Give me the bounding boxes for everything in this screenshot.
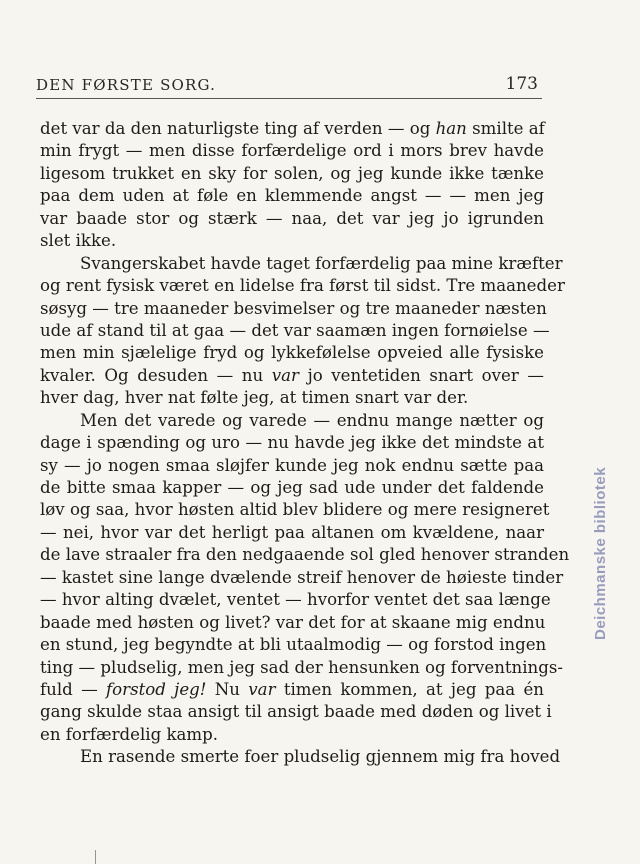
text-line: paa dem uden at føle en klemmende angst — — men jeg	[40, 186, 544, 206]
text-line: — kastet sine lange dvælende streif henover de høieste tinder	[40, 567, 564, 587]
text-line: løv og saa, hvor høsten altid blev blidere og mere resigneret	[40, 500, 550, 520]
body-text	[40, 118, 570, 769]
text-line: — hvor alting dvælet, ventet — hvorfor ventet det saa længe	[40, 590, 551, 610]
text-line: de lave straaler fra den nedgaaende sol gled henover stranden	[40, 545, 570, 565]
text-line: min frygt — men disse forfærdelige ord i mors brev havde	[40, 141, 544, 161]
text-line: en forfærdelig kamp.	[40, 724, 219, 744]
text-line: dage i spænding og uro — nu havde jeg ikke det mindste at	[40, 433, 544, 453]
text-line: ude af stand til at gaa — det var saamæn ingen fornøielse —	[40, 320, 550, 340]
text-line: de bitte smaa kapper — og jeg sad ude under det faldende	[40, 478, 544, 497]
text-line: en stund, jeg begyndte at bli utaalmodig — og forstod ingen	[40, 635, 547, 655]
text-line: sy — jo nogen smaa sløjfer kunde jeg nok endnu sætte paa	[40, 455, 544, 475]
text-line: fuld — forstod jeg! Nu var timen kommen, at jeg paa én	[40, 679, 544, 699]
running-header	[36, 74, 542, 99]
text-line: men min sjælelige fryd og lykkefølelse opveied alle fysiske	[40, 343, 544, 363]
text-line: — nei, hvor var det herligt paa altanen om kvældene, naar	[40, 522, 544, 542]
italic-emphasis: forstod jeg!	[106, 679, 207, 699]
text-line: og rent fysisk været en lidelse fra først til sidst. Tre maaneder	[40, 276, 565, 296]
text-line: baade med høsten og livet? var det for at skaane mig endnu	[40, 612, 546, 632]
text-line: gang skulde staa ansigt til ansigt baade med døden og livet i	[40, 702, 552, 722]
text-line: var baade stor og stærk — naa, det var jeg jo igrunden	[40, 208, 544, 228]
text-line: ligesom trukket en sky for solen, og jeg kunde ikke tænke	[40, 163, 544, 183]
italic-emphasis: var	[271, 365, 299, 385]
running-title: DEN FØRSTE SORG.	[36, 76, 217, 94]
text-line: kvaler. Og desuden — nu var jo ventetiden snart over —	[40, 365, 544, 385]
text-line: det var da den naturligste ting af verden — og han smilte af	[40, 119, 545, 138]
page-number: 173	[505, 74, 538, 94]
paragraph-start: Svangerskabet havde taget forfærdelig paa mine kræfter	[80, 253, 563, 273]
text-line: slet ikke.	[40, 231, 117, 251]
text-line: ting — pludselig, men jeg sad der hensunken og forventnings-	[40, 657, 563, 677]
paragraph-start: En rasende smerte foer pludselig gjennem mig fra hoved	[80, 747, 561, 767]
italic-emphasis: han	[435, 119, 467, 138]
page-edge-mark	[95, 850, 96, 864]
paragraph-start: Men det varede og varede — endnu mange nætter og	[80, 410, 544, 430]
italic-emphasis: var	[248, 679, 276, 699]
text-line: søsyg — tre maaneder besvimelser og tre maaneder næsten	[40, 298, 547, 318]
text-line: hver dag, hver nat følte jeg, at timen snart var der.	[40, 388, 469, 408]
library-stamp: Deichmanske bibliotek	[592, 466, 609, 640]
